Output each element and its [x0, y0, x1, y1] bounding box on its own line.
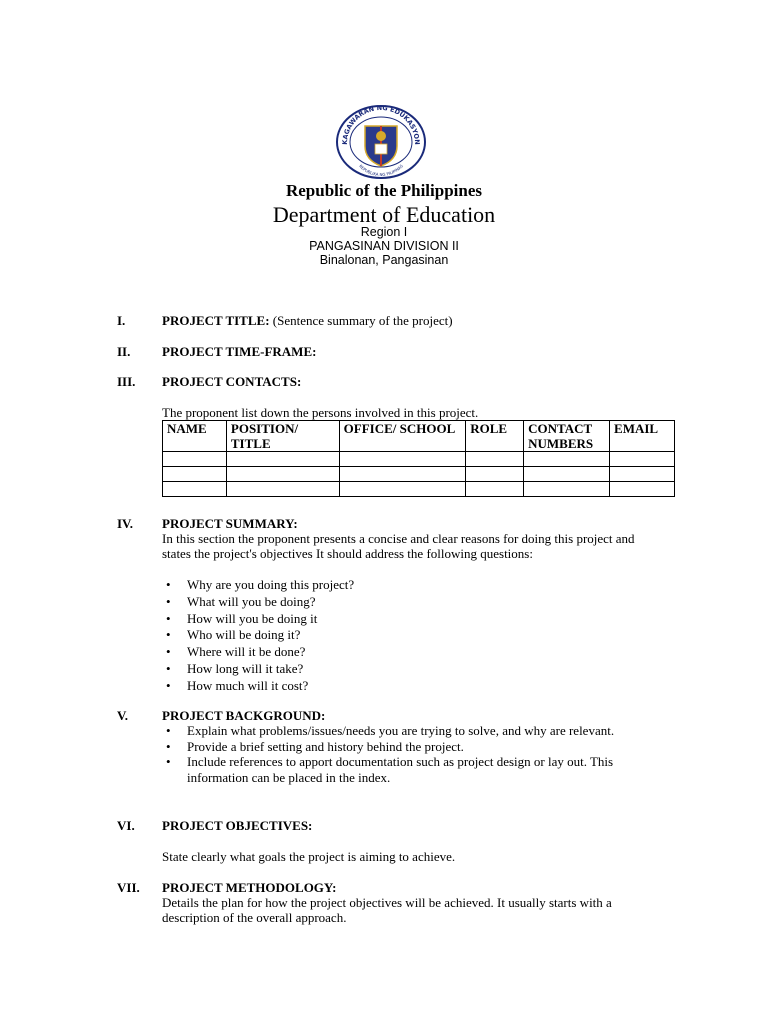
section-number: I.: [117, 313, 126, 328]
table-header-cell: NAME: [163, 421, 227, 452]
summary-intro: In this section the proponent presents a concise and clear reasons for doing this project and states the project's objectives It should address the following questions:: [162, 531, 635, 561]
table-header-cell: POSITION/ TITLE: [226, 421, 339, 452]
section-number: V.: [117, 708, 128, 723]
table-cell[interactable]: [610, 482, 675, 497]
republic-heading: Republic of the Philippines: [285, 181, 482, 200]
objectives-body: State clearly what goals the project is aiming to achieve.: [162, 849, 456, 864]
list-item: • How long will it take?: [187, 661, 354, 678]
table-row: [163, 482, 675, 497]
list-item: • Where will it be done?: [187, 644, 354, 661]
department-heading: Department of Education: [272, 202, 496, 227]
table-header-row: [163, 421, 675, 452]
list-item: • Include references to apport documentation such as project design or lay out. This information can be placed in the index.: [187, 754, 677, 785]
table-cell[interactable]: [226, 482, 339, 497]
section-label: PROJECT TITLE:: [162, 313, 270, 328]
section-number: IV.: [117, 516, 134, 531]
methodology-body: Details the plan for how the project objectives will be achieved. It usually starts with a description of the overall approach.: [162, 895, 612, 925]
table-cell[interactable]: [610, 452, 675, 467]
seal-text-bottom: REPUBLIKA NG PILIPINAS: [358, 163, 404, 178]
table-cell[interactable]: [524, 467, 610, 482]
table-cell[interactable]: [524, 482, 610, 497]
list-item: • Why are you doing this project?: [187, 577, 354, 594]
table-cell[interactable]: [466, 452, 524, 467]
region-line: Region I: [360, 225, 408, 239]
location-line: Binalonan, Pangasinan: [319, 253, 449, 267]
table-row: [163, 467, 675, 482]
table-cell[interactable]: [524, 452, 610, 467]
section-label: PROJECT OBJECTIVES:: [162, 818, 313, 833]
section-note: (Sentence summary of the project): [272, 313, 453, 328]
table-cell[interactable]: [466, 482, 524, 497]
section-label: PROJECT SUMMARY:: [162, 516, 298, 531]
table-cell[interactable]: [163, 482, 227, 497]
table-header-cell: CONTACT NUMBERS: [524, 421, 610, 452]
list-item: • How much will it cost?: [187, 678, 354, 695]
table-cell[interactable]: [466, 467, 524, 482]
list-item: • Who will be doing it?: [187, 627, 354, 644]
table-header-cell: OFFICE/ SCHOOL: [339, 421, 466, 452]
table-row: [163, 452, 675, 467]
section-project-title: [162, 313, 453, 328]
table-cell[interactable]: [163, 452, 227, 467]
summary-question-list: [187, 577, 354, 695]
list-item: • Provide a brief setting and history behind the project.: [187, 739, 677, 755]
section-label: PROJECT CONTACTS:: [162, 374, 302, 389]
section-label: PROJECT METHODOLOGY:: [162, 880, 337, 895]
section-number: II.: [117, 344, 131, 359]
table-header-cell: ROLE: [466, 421, 524, 452]
section-label: PROJECT BACKGROUND:: [162, 708, 326, 723]
section-number: III.: [117, 374, 136, 389]
section-number: VII.: [117, 880, 140, 895]
division-line: PANGASINAN DIVISION II: [309, 239, 459, 253]
deped-seal: [333, 104, 429, 180]
contacts-table: [162, 420, 675, 497]
list-item: • How will you be doing it: [187, 611, 354, 628]
contacts-intro: The proponent list down the persons involved in this project.: [162, 405, 479, 420]
table-header-cell: EMAIL: [610, 421, 675, 452]
table-cell[interactable]: [339, 452, 466, 467]
table-cell[interactable]: [610, 467, 675, 482]
list-item: • Explain what problems/issues/needs you are trying to solve, and why are relevant.: [187, 723, 677, 739]
list-item: • What will you be doing?: [187, 594, 354, 611]
background-list: [187, 723, 677, 785]
seal-text-top: KAGAWARAN NG EDUKASYON: [340, 104, 422, 145]
section-label: PROJECT TIME-FRAME:: [162, 344, 317, 359]
table-cell[interactable]: [226, 467, 339, 482]
section-number: VI.: [117, 818, 135, 833]
table-cell[interactable]: [163, 467, 227, 482]
table-cell[interactable]: [339, 467, 466, 482]
table-cell[interactable]: [339, 482, 466, 497]
table-cell[interactable]: [226, 452, 339, 467]
